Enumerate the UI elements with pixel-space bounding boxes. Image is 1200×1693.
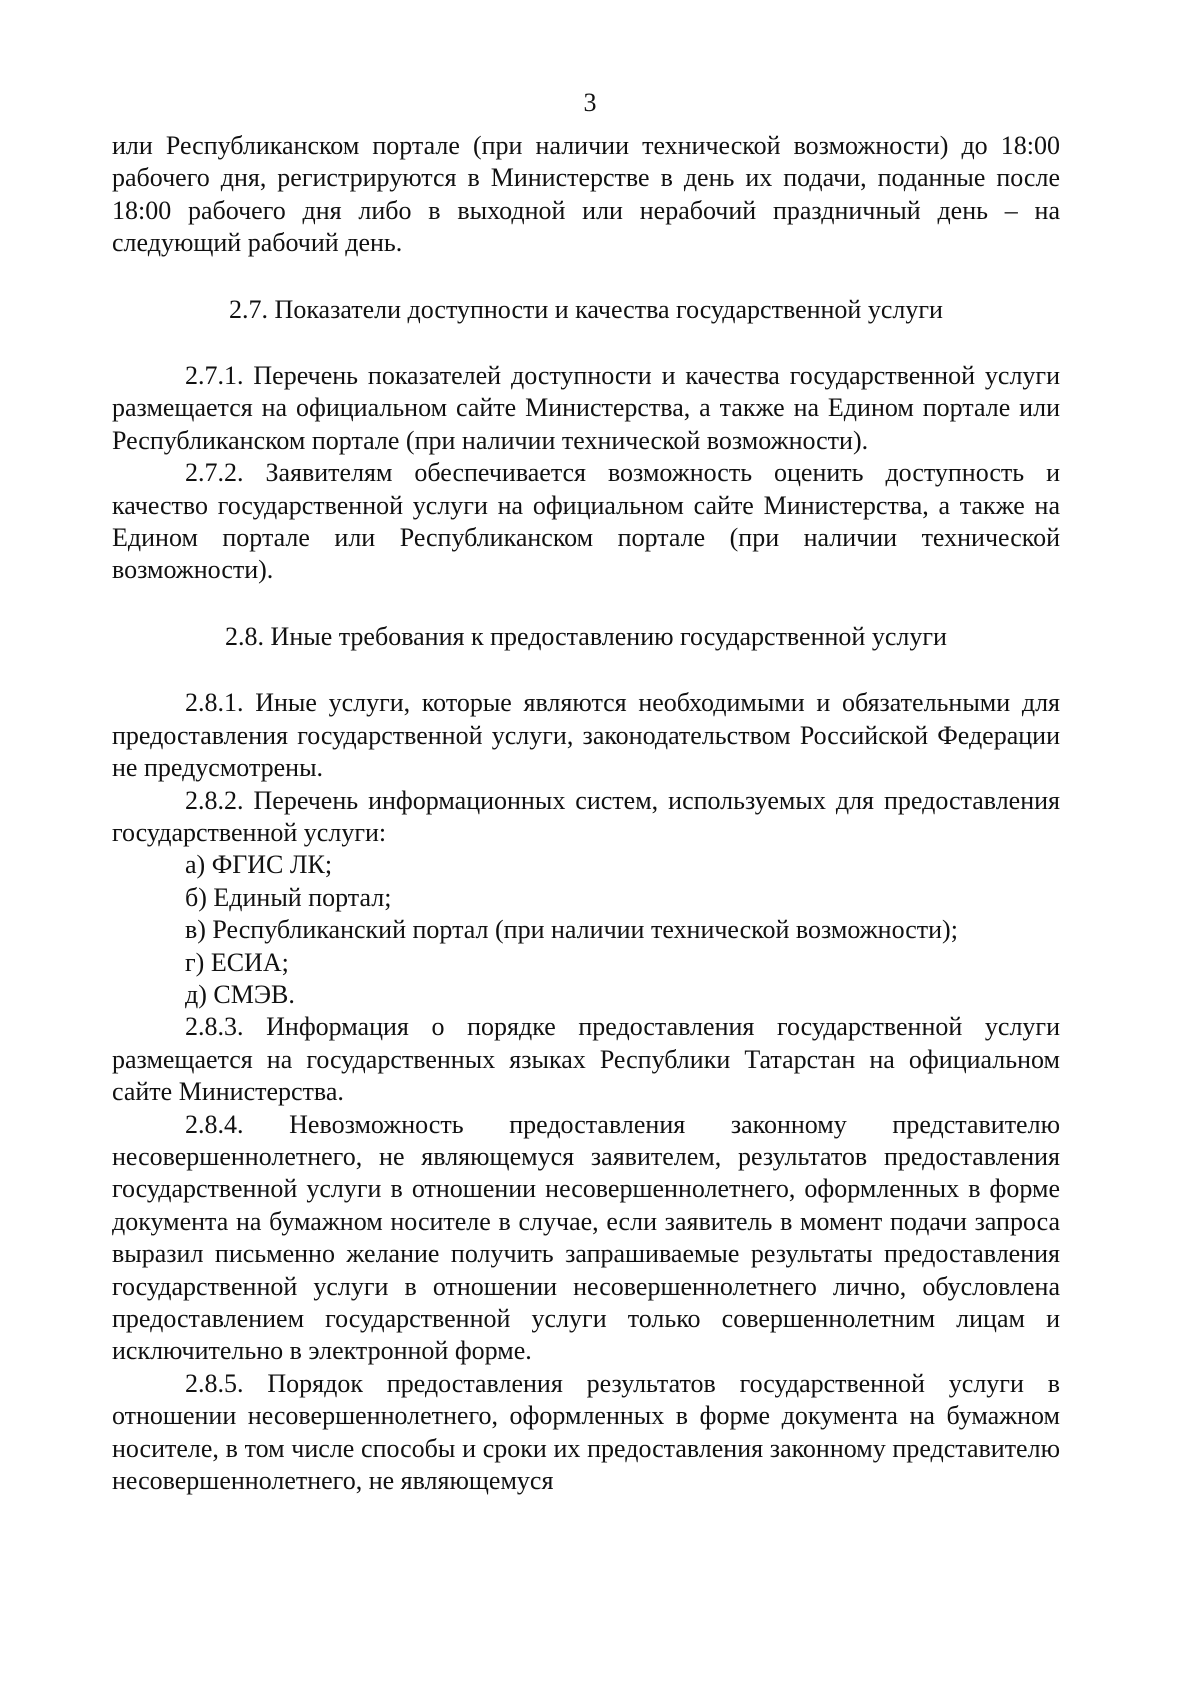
list-item-a: а) ФГИС ЛК; (185, 850, 333, 880)
paragraph-2-8-5: 2.8.5. Порядок предоставления результатов государственной услуги в отношении несовершеннолетнего, оформленных в форме документа на бумажном носителе, в том числе способы и сроки их предоставления законному представителю несовершеннолетнего, не являющемуся (112, 1368, 1060, 1496)
spacer (112, 653, 1060, 687)
spacer (112, 326, 1060, 360)
list-item-g: г) ЕСИА; (185, 947, 289, 977)
list-item-v: в) Республиканский портал (при наличии технической возможности); (185, 915, 958, 945)
spacer (112, 260, 1060, 294)
paragraph-2-8-4: 2.8.4. Невозможность предоставления законному представителю несовершеннолетнего, не являющемуся заявителем, результатов предоставления государственной услуги в отношении несовершеннолетнего, оформленных в форме документа на бумажном носителе в случае, если заявитель в момент подачи запроса выразил письменно желание получить запрашиваемые результаты предоставления государственной услуги в отношении несовершеннолетнего лично, обусловлена предоставлением государственной услуги только совершеннолетним лицам и исключительно в электронной форме. (112, 1109, 1060, 1366)
paragraph-2-7-1: 2.7.1. Перечень показателей доступности и качества государственной услуги размещается на официальном сайте Министерства, а также на Едином портале или Республиканском портале (при наличии технической возможности). (112, 361, 1060, 455)
paragraph-2-7-2: 2.7.2. Заявителям обеспечивается возможность оценить доступность и качество государственной услуги на официальном сайте Министерства, а также на Едином портале или Республиканском портале (при наличии технической возможности). (112, 458, 1060, 585)
section-heading-2-7: 2.7. Показатели доступности и качества государственной услуги (229, 294, 943, 324)
paragraph-2-8-2: 2.8.2. Перечень информационных систем, используемых для предоставления государственной услуги: (112, 785, 1060, 847)
document-body (112, 130, 1060, 1497)
list-item-b: б) Единый портал; (185, 882, 392, 912)
list-item-d: д) СМЭВ. (185, 979, 295, 1009)
paragraph-intro: или Республиканском портале (при наличии технической возможности) до 18:00 рабочего дня, регистрируются в Министерстве в день их подачи, поданные после 18:00 рабочего дня либо в выходной или нерабочий праздничный день – на следующий рабочий день. (112, 131, 1060, 258)
spacer (112, 587, 1060, 621)
page-number: 3 (583, 88, 597, 117)
section-heading-2-8: 2.8. Иные требования к предоставлению государственной услуги (225, 621, 947, 651)
paragraph-2-8-3: 2.8.3. Информация о порядке предоставления государственной услуги размещается на государственных языках Республики Татарстан на официальном сайте Министерства. (112, 1012, 1060, 1107)
paragraph-2-8-1: 2.8.1. Иные услуги, которые являются необходимыми и обязательными для предоставления государственной услуги, законодательством Российской Федерации не предусмотрены. (112, 688, 1060, 783)
